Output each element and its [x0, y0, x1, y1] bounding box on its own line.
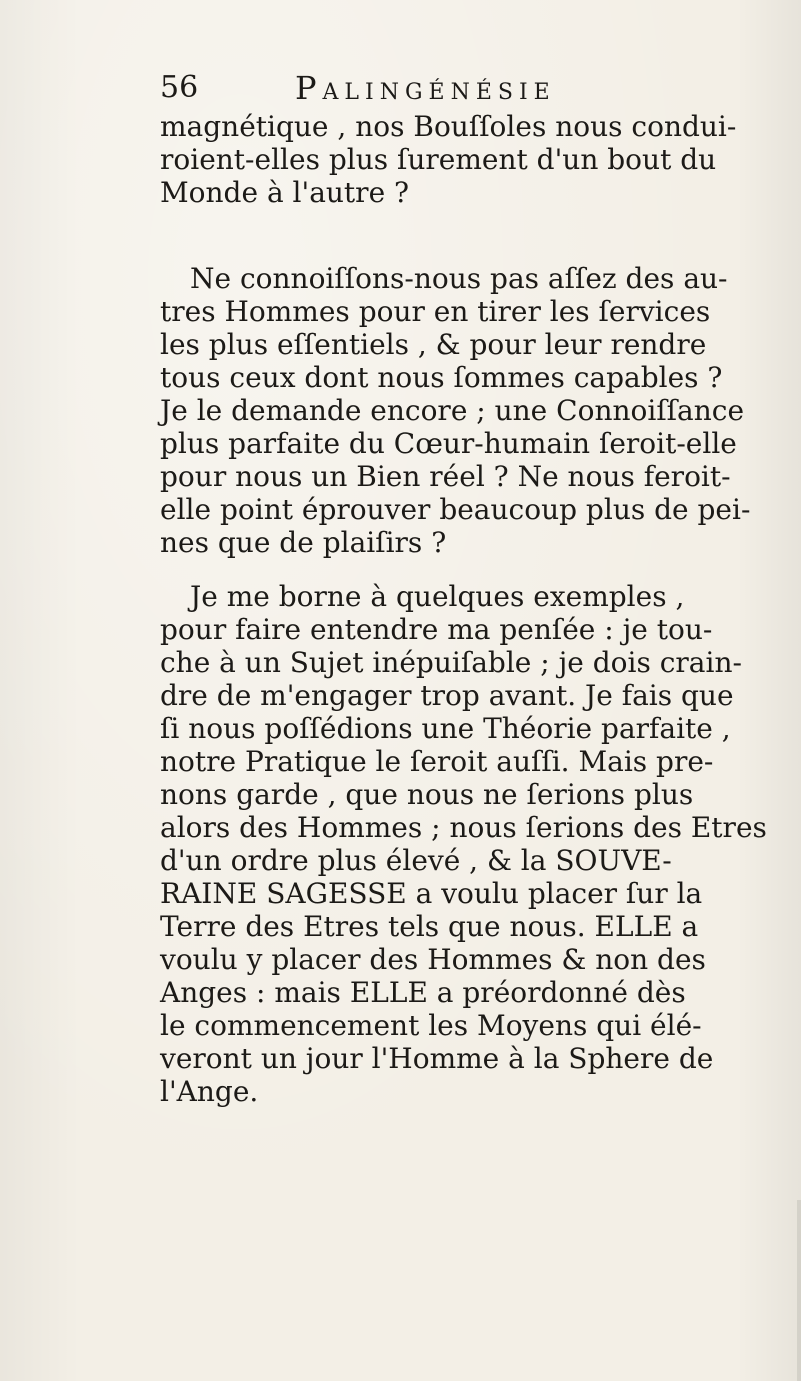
text-line: tres Hommes pour en tirer les ſervices [160, 295, 711, 328]
text-line: veront un jour l'Homme à la Sphere de [160, 1042, 714, 1075]
text-line: nes que de plaiſirs ? [160, 526, 447, 559]
text-line: les plus eſſentiels , & pour leur rendre [160, 328, 707, 361]
text-line: Ne connoiſſons-nous pas aſſez des au- [190, 262, 728, 295]
page-number: 56 [160, 70, 199, 105]
paragraph-2 [160, 262, 750, 559]
text-line: Je le demande encore ; une Connoiſſance [160, 394, 745, 427]
text-line: Monde à l'autre ? [160, 176, 410, 209]
page-edge-shadow [797, 1200, 801, 1381]
text-line: Terre des Etres tels que nous. ELLE a [160, 910, 699, 943]
text-line: d'un ordre plus élevé , & la SOUVE- [160, 844, 672, 877]
text-line: Anges : mais ELLE a préordonné dès [160, 976, 686, 1009]
text-line: notre Pratique le ſeroit auſſi. Mais pre- [160, 745, 714, 778]
text-line: plus parfaite du Cœur-humain ſeroit-elle [160, 427, 737, 460]
text-line: che à un Sujet inépuiſable ; je dois crain- [160, 646, 742, 679]
text-line: Je me borne à quelques exemples , [190, 580, 685, 613]
text-line: ſi nous poſſédions une Théorie parfaite , [160, 712, 731, 745]
text-line: RAINE SAGESSE a voulu placer ſur la [160, 877, 703, 910]
text-line: pour faire entendre ma penſée : je tou- [160, 613, 713, 646]
text-line: nons garde , que nous ne ſerions plus [160, 778, 694, 811]
text-line: dre de m'engager trop avant. Je fais que [160, 679, 734, 712]
running-head [160, 68, 720, 108]
text-line: tous ceux dont nous ſommes capables ? [160, 361, 723, 394]
text-line: elle point éprouver beaucoup plus de pei- [160, 493, 751, 526]
running-title: Palingénésie [295, 69, 556, 107]
text-line: l'Ange. [160, 1075, 259, 1108]
text-line: voulu y placer des Hommes & non des [160, 943, 706, 976]
text-line: alors des Hommes ; nous ſerions des Etres [160, 811, 767, 844]
text-line: le commencement les Moyens qui élé- [160, 1009, 702, 1042]
paragraph-1 [160, 110, 750, 209]
text-line: roient-elles plus ſurement d'un bout du [160, 143, 717, 176]
paragraph-3 [160, 580, 767, 1108]
text-line: magnétique , nos Bouſſoles nous condui- [160, 110, 737, 143]
text-line: pour nous un Bien réel ? Ne nous feroit- [160, 460, 731, 493]
